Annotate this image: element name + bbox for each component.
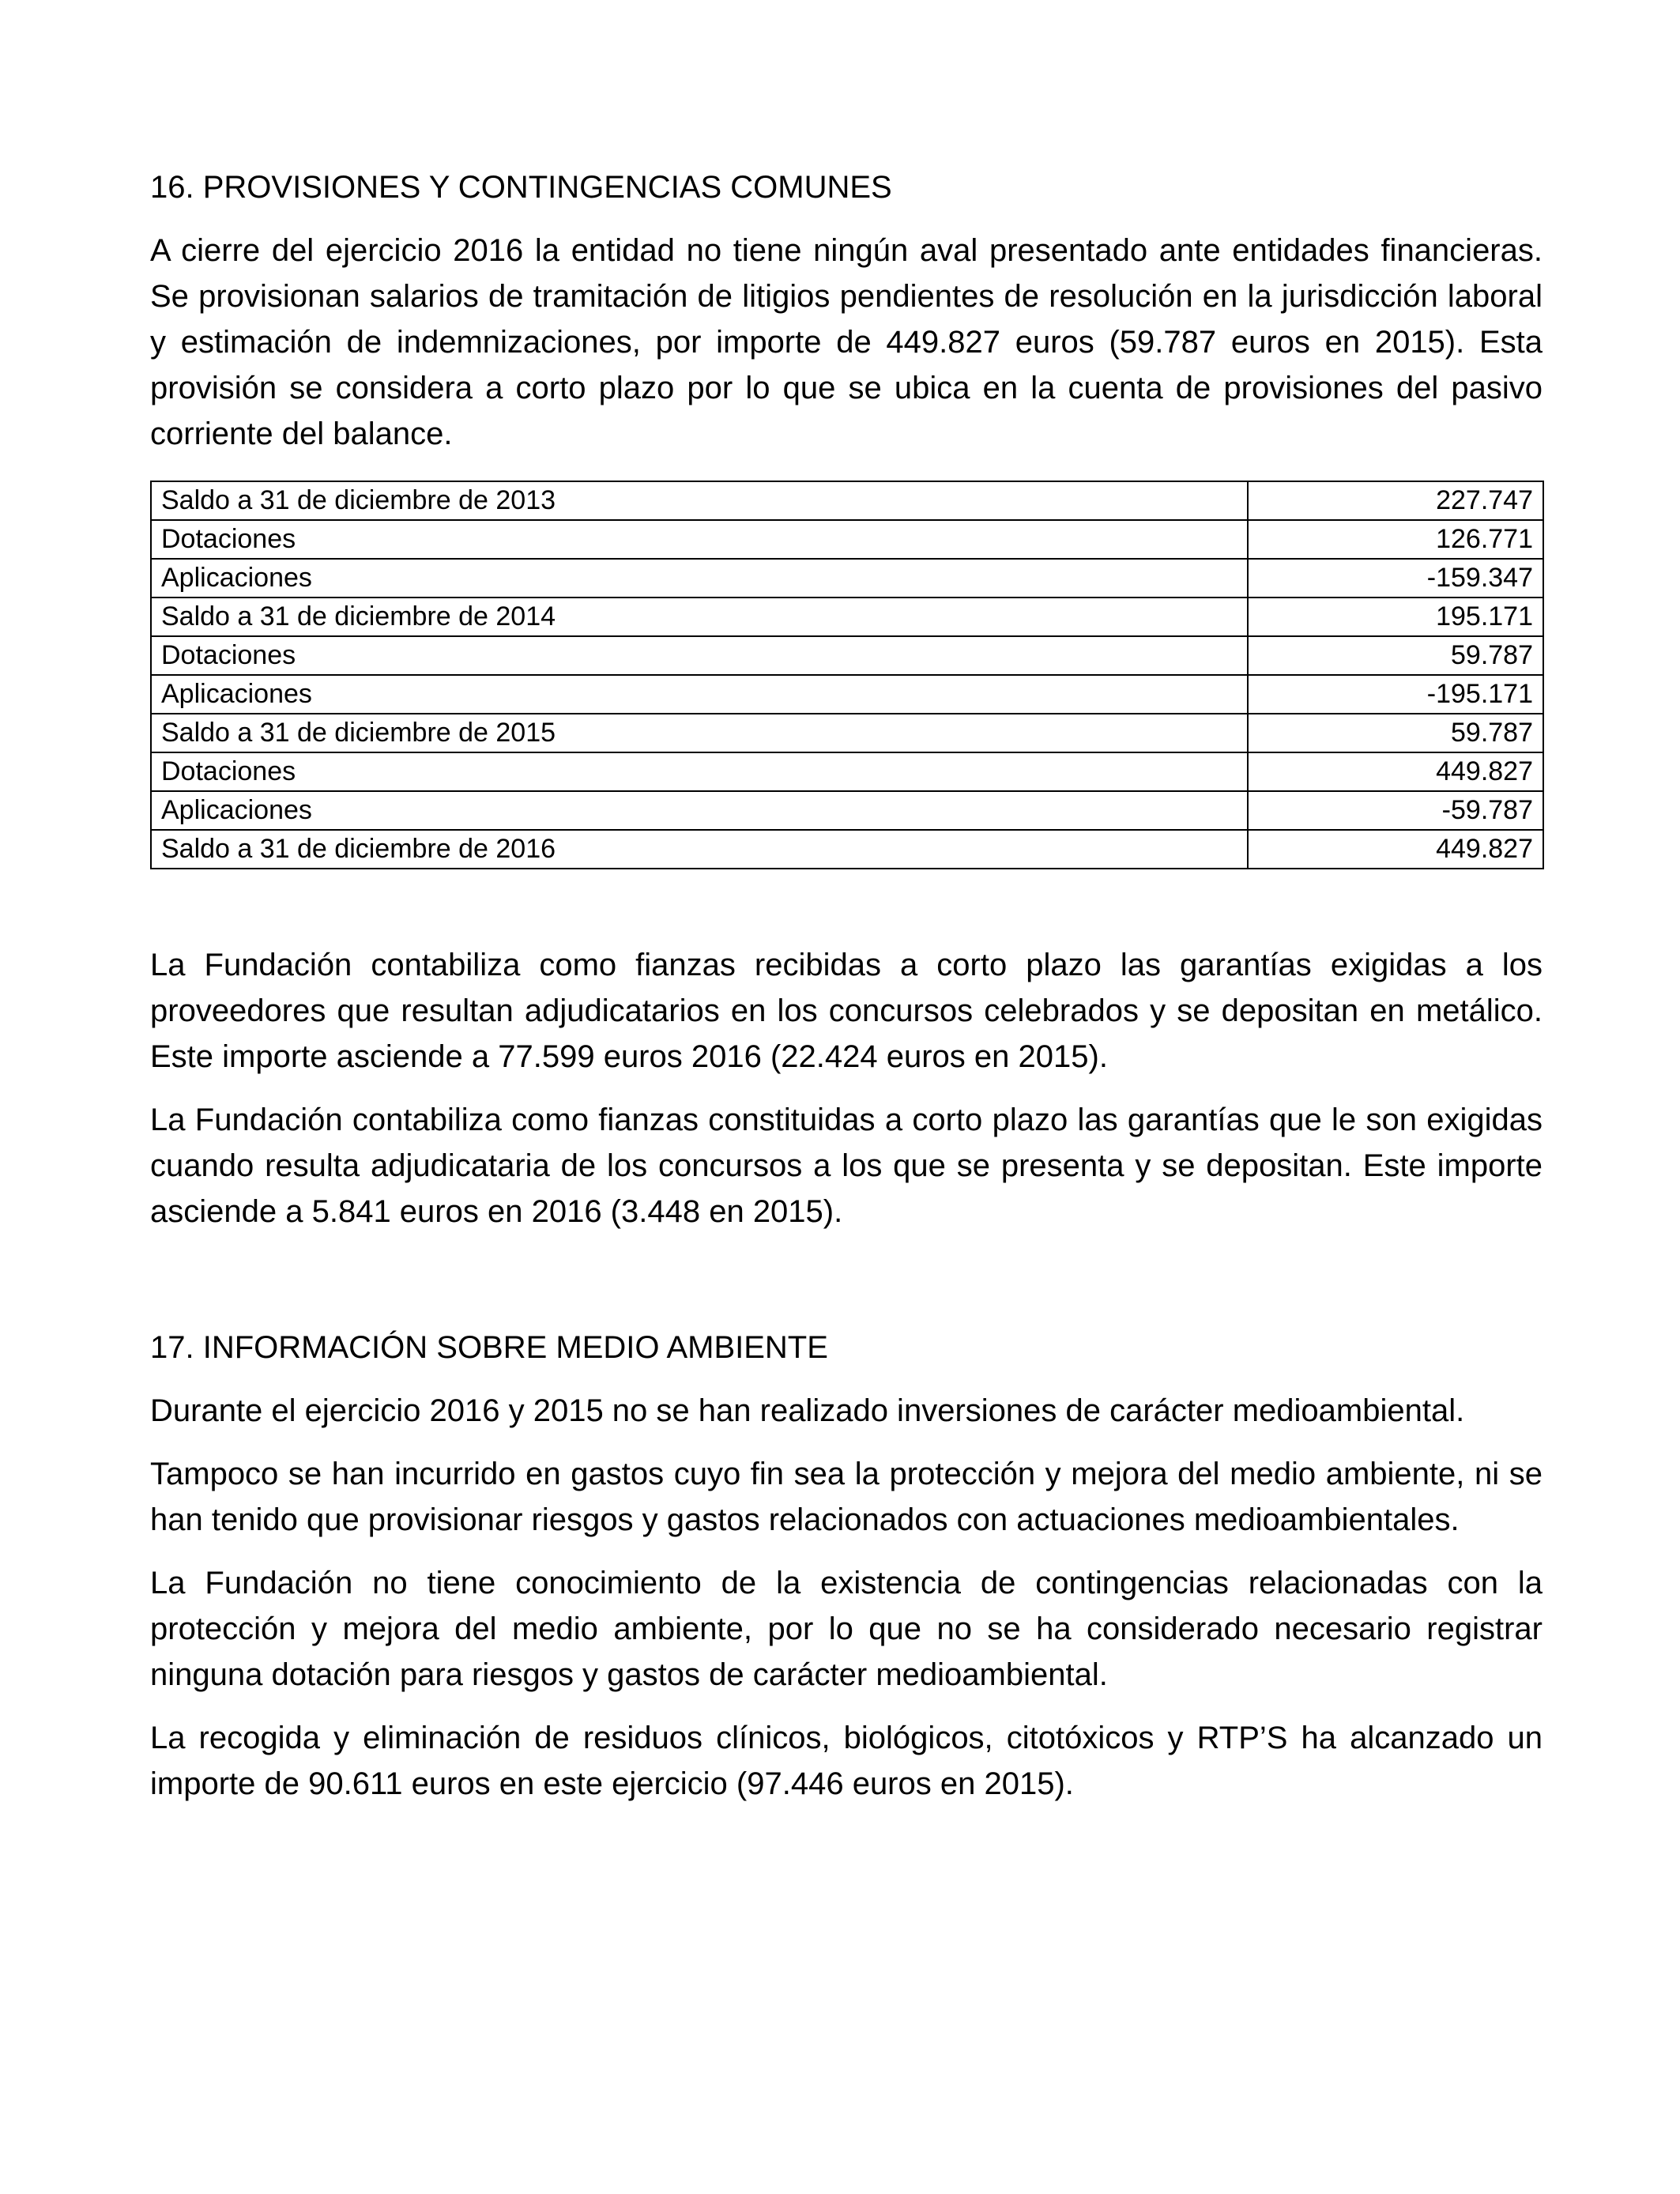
row-label: Dotaciones bbox=[151, 636, 1248, 675]
fianzas-constituidas-paragraph: La Fundación contabiliza como fianzas constituidas a corto plazo las garantías que le son exigidas cuando resulta adjudicataria de los concursos a los que se presenta y se depositan. Este importe asciende a 5.841 euros en 2016 (3.448 en 2015). bbox=[150, 1103, 1543, 1229]
row-label: Dotaciones bbox=[151, 520, 1248, 559]
table-row bbox=[151, 481, 1543, 520]
row-label: Dotaciones bbox=[151, 752, 1248, 791]
row-value: 449.827 bbox=[1248, 752, 1543, 791]
section-spacer bbox=[150, 1252, 1543, 1325]
row-value: 227.747 bbox=[1248, 481, 1543, 520]
table-row bbox=[151, 791, 1543, 830]
row-value: 126.771 bbox=[1248, 520, 1543, 559]
row-label: Aplicaciones bbox=[151, 791, 1248, 830]
section-17-paragraph-3: La Fundación no tiene conocimiento de la existencia de contingencias relacionadas con la protección y mejora del medio ambiente, por lo que no se ha considerado necesario registrar ninguna dotación para riesgos y gastos de carácter medioambiental. bbox=[150, 1566, 1543, 1692]
row-label: Saldo a 31 de diciembre de 2015 bbox=[151, 714, 1248, 752]
row-value: 59.787 bbox=[1248, 636, 1543, 675]
row-label: Saldo a 31 de diciembre de 2016 bbox=[151, 830, 1248, 869]
section-17-heading: 17. INFORMACIÓN SOBRE MEDIO AMBIENTE bbox=[150, 1330, 828, 1365]
row-label: Aplicaciones bbox=[151, 675, 1248, 714]
table-row bbox=[151, 520, 1543, 559]
row-value: -195.171 bbox=[1248, 675, 1543, 714]
table-row bbox=[151, 636, 1543, 675]
table-row bbox=[151, 830, 1543, 869]
row-value: 449.827 bbox=[1248, 830, 1543, 869]
row-value: -59.787 bbox=[1248, 791, 1543, 830]
section-16-intro: A cierre del ejercicio 2016 la entidad no tiene ningún aval presentado ante entidades financieras. Se provisionan salarios de tramitación de litigios pendientes de resolución en la jurisdicción laboral y estimación de indemnizaciones, por importe de 449.827 euros (59.787 euros en 2015). Esta provisión se considera a corto plazo por lo que se ubica en la cuenta de provisiones del pasivo corriente del balance. bbox=[150, 233, 1543, 451]
page-content bbox=[150, 164, 1543, 1824]
section-17-paragraph-1: Durante el ejercicio 2016 y 2015 no se han realizado inversiones de carácter medioambiental. bbox=[150, 1393, 1465, 1428]
row-label: Saldo a 31 de diciembre de 2014 bbox=[151, 598, 1248, 636]
table-row bbox=[151, 675, 1543, 714]
table-row bbox=[151, 598, 1543, 636]
section-17-paragraph-4: La recogida y eliminación de residuos clínicos, biológicos, citotóxicos y RTP’S ha alcanzado un importe de 90.611 euros en este ejercicio (97.446 euros en 2015). bbox=[150, 1721, 1543, 1801]
row-value: 195.171 bbox=[1248, 598, 1543, 636]
table-row bbox=[151, 559, 1543, 598]
fianzas-recibidas-paragraph: La Fundación contabiliza como fianzas recibidas a corto plazo las garantías exigidas a los proveedores que resultan adjudicatarios en los concursos celebrados y se depositan en metálico. Este importe asciende a 77.599 euros 2016 (22.424 euros en 2015). bbox=[150, 948, 1543, 1074]
section-16-heading: 16. PROVISIONES Y CONTINGENCIAS COMUNES bbox=[150, 170, 892, 205]
section-17-paragraph-2: Tampoco se han incurrido en gastos cuyo fin sea la protección y mejora del medio ambiente, ni se han tenido que provisionar riesgos y gastos relacionados con actuaciones medioambientales. bbox=[150, 1457, 1543, 1537]
row-value: 59.787 bbox=[1248, 714, 1543, 752]
row-value: -159.347 bbox=[1248, 559, 1543, 598]
table-row bbox=[151, 714, 1543, 752]
row-label: Saldo a 31 de diciembre de 2013 bbox=[151, 481, 1248, 520]
row-label: Aplicaciones bbox=[151, 559, 1248, 598]
provisions-table bbox=[150, 481, 1544, 869]
table-row bbox=[151, 752, 1543, 791]
